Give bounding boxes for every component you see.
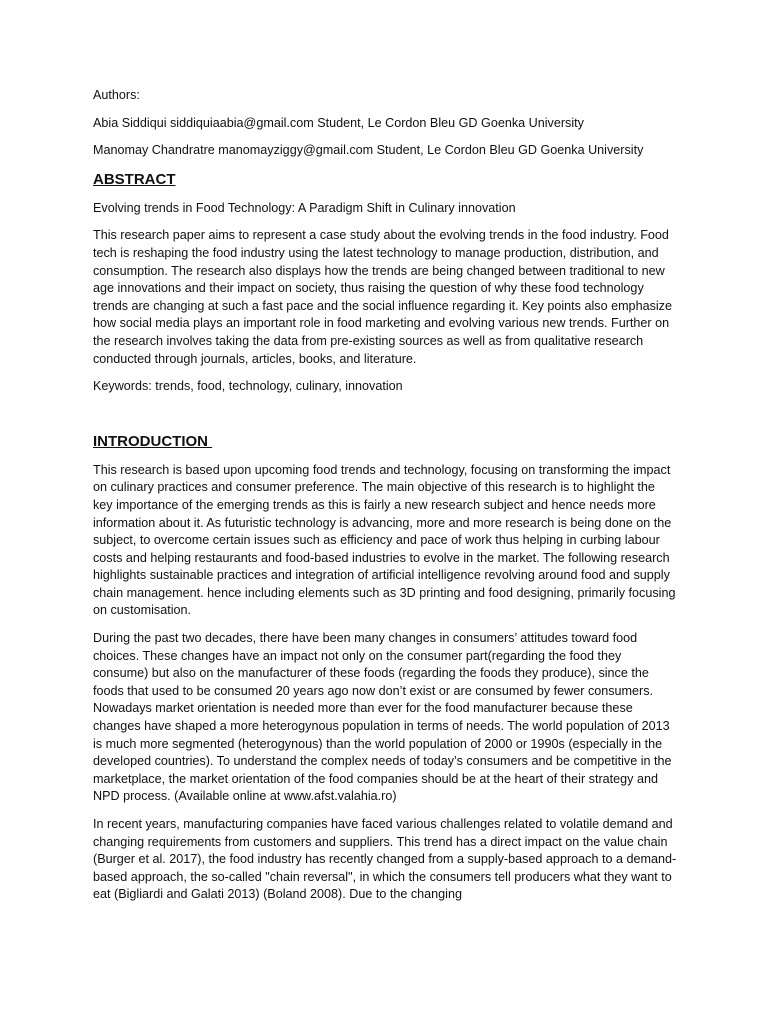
author-line-2: Manomay Chandratre manomayziggy@gmail.com Student, Le Cordon Bleu GD Goenka University <box>93 143 644 158</box>
introduction-heading: INTRODUCTION <box>93 432 213 450</box>
intro-paragraph-1: This research is based upon upcoming food trends and technology, focusing on transforming the impact on culinary practices and consumer preference. The main objective of this research is to highlight the key importance of the emerging trends as this is fairly a new research subject and hence needs more information about it. As futuristic technology is advancing, more and more research is being done on the subject, to overcome certain issues such as efficiency and pace of work thus helping in curbing labour costs and helping restaurants and food-based industries to evolve in the market. The following research highlights sustainable practices and integration of artificial intelligence revolving around food and supply chain management. hence including elements such as 3D printing and food designing, primarily focusing on customisation. <box>93 462 676 618</box>
abstract-heading: ABSTRACT <box>93 170 176 188</box>
author-line-1: Abia Siddiqui siddiquiaabia@gmail.com Student, Le Cordon Bleu GD Goenka University <box>93 115 584 130</box>
document-page <box>93 87 677 914</box>
abstract-body: This research paper aims to represent a case study about the evolving trends in the food industry. Food tech is reshaping the food industry using the latest technology to manage production, distribution, and consumption. The research also displays how the trends are being changed between traditional to new age innovations and their impact on society, thus raising the question of why these food technology trends are changing at such a fast pace and the social influence regarding it. Key points also emphasize how social media plays an important role in food marketing and evolving various new trends. Further on the research involves taking the data from pre-existing sources as well as from qualitative research conducted through journals, articles, books, and literature. <box>93 228 672 366</box>
paper-title: Evolving trends in Food Technology: A Paradigm Shift in Culinary innovation <box>93 200 516 215</box>
intro-paragraph-2: During the past two decades, there have been many changes in consumers’ attitudes toward food choices. These changes have an impact not only on the consumer part(regarding the food they consume) but also on the manufacturer of these foods (regarding the foods they produce), since the foods that used to be consumed 20 years ago now don’t exist or are consumed by fewer consumers. Nowadays market orientation is needed more than ever for the food manufacturer because these changes have shaped a more heterogynous population in terms of needs. The world population of 2013 is much more segmented (heterogynous) than the world population of 2000 or 1990s (especially in the developed countries). To understand the complex needs of today’s consumers and be competitive in the marketplace, the market orientation of the food companies should be at the heart of their strategy and NPD process. (Available online at www.afst.valahia.ro) <box>93 631 672 804</box>
intro-paragraph-3: In recent years, manufacturing companies have faced various challenges related to volatile demand and changing requirements from customers and suppliers. This trend has a direct impact on the value chain (Burger et al. 2017), the food industry has recently changed from a supply-based approach to a demand-based approach, the so-called "chain reversal", in which the consumers tell producers what they want to eat (Bigliardi and Galati 2013) (Boland 2008). Due to the changing <box>93 817 677 902</box>
authors-label: Authors: <box>93 88 140 102</box>
keywords: Keywords: trends, food, technology, culinary, innovation <box>93 379 403 394</box>
